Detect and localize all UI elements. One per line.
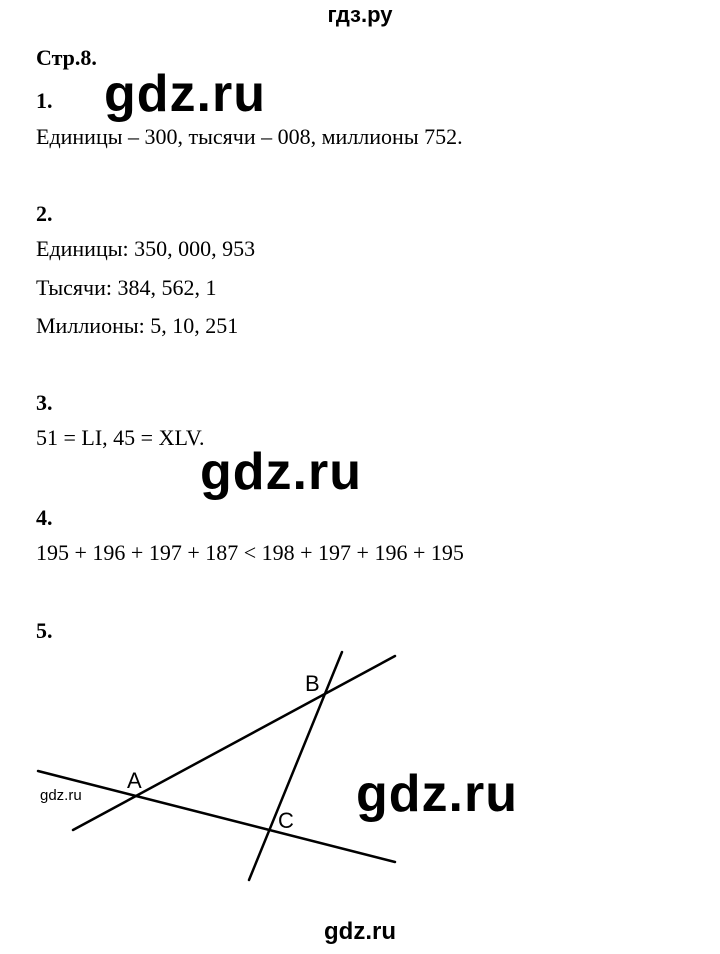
task-4-number: 4. [36,505,53,530]
task-3-number: 3. [36,390,53,415]
task-2-line-thousands: Тысячи: 384, 562, 1 [36,275,217,300]
watermark-top: gdz.ru [104,65,266,123]
line-through-a-b [73,656,395,830]
site-header-title: гдз.ру [327,2,393,27]
watermark-footer: gdz.ru [324,918,396,945]
point-label-b: B [305,671,320,696]
task-3-line: 51 = LI, 45 = XLV. [36,425,205,450]
watermark-figure: gdz.ru [356,765,518,823]
watermark-middle: gdz.ru [200,443,362,501]
task-1-line: Единицы – 300, тысячи – 008, миллионы 752. [36,124,463,149]
task-2-line-millions: Миллионы: 5, 10, 251 [36,313,239,338]
task-2-number: 2. [36,201,53,226]
task-1-number: 1. [36,88,53,113]
line-through-a-c [38,771,395,862]
task-5-number: 5. [36,618,53,643]
page-label: Стр.8. [36,45,97,70]
task-2-line-units: Единицы: 350, 000, 953 [36,236,256,261]
task-4-line: 195 + 196 + 197 + 187 < 198 + 197 + 196 + 195 [36,540,464,565]
point-label-c: C [278,808,294,833]
point-label-a: A [127,768,142,793]
watermark-small: gdz.ru [40,787,82,804]
